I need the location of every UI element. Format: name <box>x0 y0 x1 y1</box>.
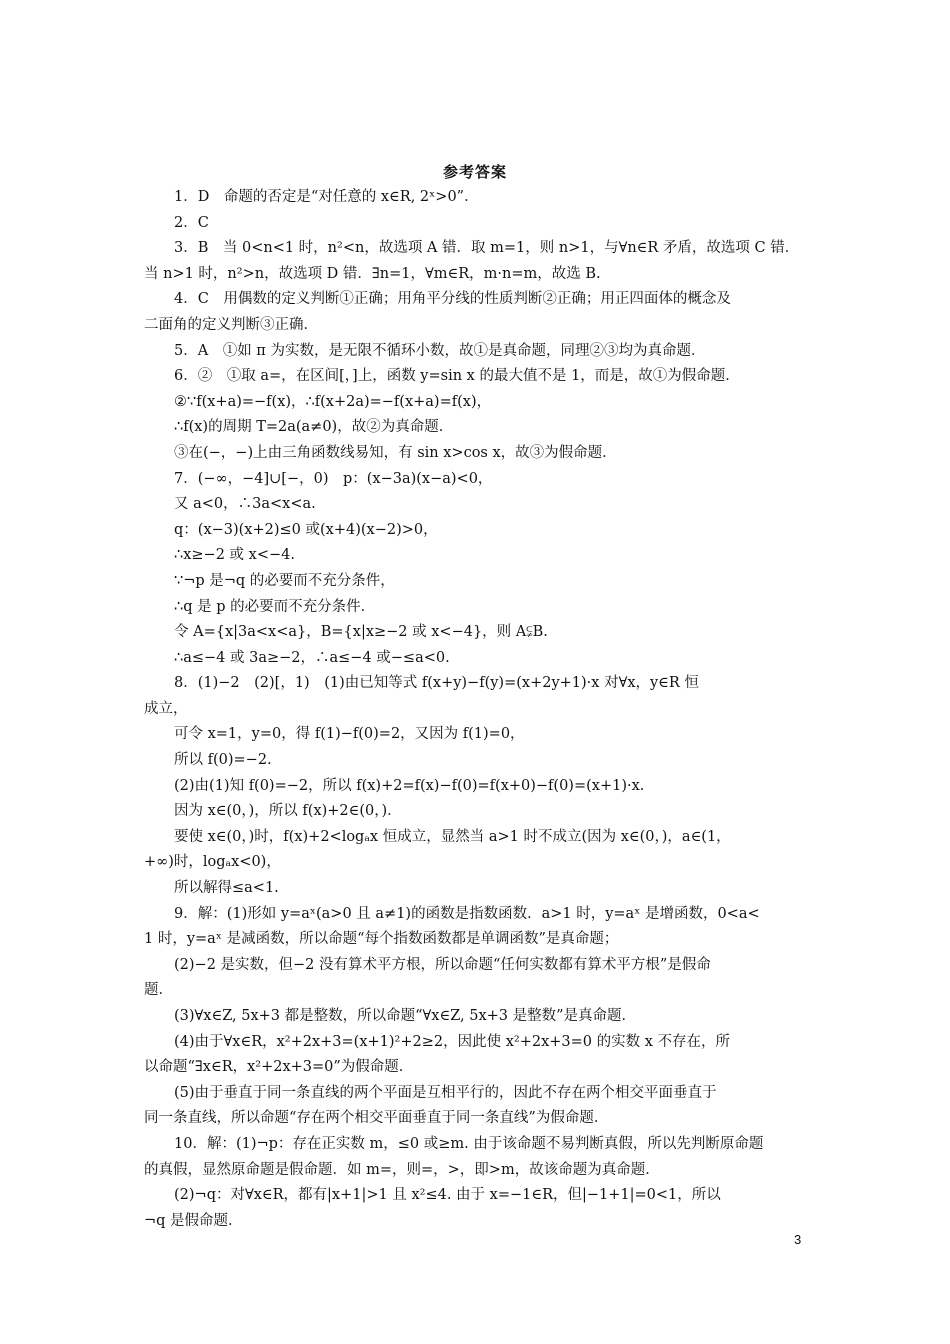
text-line: ②∵f(x+a)=−f(x)，∴f(x+2a)=−f(x+a)=f(x)， <box>174 393 492 410</box>
text-line: 因为 x∈(0，)，所以 f(x)+2∈(0，)． <box>174 803 402 820</box>
text-line: 可令 x=1，y=0，得 f(1)−f(0)=2，又因为 f(1)=0， <box>174 726 525 743</box>
text-line: 要使 x∈(0，)时，f(x)+2<logₐx 恒成立，显然当 a>1 时不成立(因为 x∈(0，)，a∈(1， <box>174 828 731 845</box>
page-title: 参考答案 <box>442 163 507 181</box>
text-line: ∴x≥−2 或 x<−4. <box>174 547 295 564</box>
text-line: 3．B 当 0<n<1 时，n²<n，故选项 A 错．取 m=1，则 n>1，与∀n∈R 矛盾，故选项 C 错． <box>174 240 800 257</box>
text-line: 所以 f(0)=−2. <box>174 752 272 769</box>
text-line: ¬q 是假命题． <box>144 1212 243 1229</box>
text-line: 以命题“∃x∈R，x²+2x+3=0”为假命题． <box>144 1059 414 1076</box>
text-line: 题． <box>144 982 173 999</box>
text-line: 4．C 用偶数的定义判断①正确；用角平分线的性质判断②正确；用正四面体的概念及 <box>174 291 731 308</box>
text-line: 二面角的定义判断③正确． <box>144 316 318 333</box>
text-line: 1．D 命题的否定是“对任意的 x∈R, 2ˣ>0”． <box>174 189 479 205</box>
text-line: 1 时，y=aˣ 是减函数，所以命题“每个指数函数都是单调函数”是真命题； <box>144 931 619 948</box>
answer-body <box>144 185 810 1234</box>
text-line: 6．② ①取 a=，在区间[，]上，函数 y=sin x 的最大值不是 1，而是，故①为假命题． <box>174 368 740 385</box>
text-line: 又 a<0，∴3a<x<a. <box>174 496 316 513</box>
text-line: q：(x−3)(x+2)≤0 或(x+4)(x−2)>0， <box>174 521 438 538</box>
text-line: (5)由于垂直于同一条直线的两个平面是互相平行的，因此不存在两个相交平面垂直于 <box>174 1084 717 1101</box>
text-line: ∴q 是 p 的必要而不充分条件． <box>174 598 376 615</box>
text-line: 7．(−∞，−4]∪[−，0) p：(x−3a)(x−a)<0， <box>174 470 493 487</box>
text-line: 令 A={x|3a<x<a}，B={x|x≥−2 或 x<−4}，则 A⫋B. <box>174 624 548 641</box>
text-line: 5．A ①如 π 为实数，是无限不循环小数，故①是真命题，同理②③均为真命题． <box>174 342 706 359</box>
text-line: 9．解：(1)形如 y=aˣ(a>0 且 a≠1)的函数是指数函数．a>1 时，y=aˣ 是增函数，0<a< <box>174 905 760 922</box>
text-line: ∵¬p 是¬q 的必要而不充分条件， <box>174 572 395 589</box>
text-line: 成立， <box>144 700 188 717</box>
text-line: 10．解：(1)¬p：存在正实数 m，≤0 或≥m. 由于该命题不易判断真假，所以先判断原命题 <box>174 1135 764 1152</box>
text-line: (3)∀x∈Z, 5x+3 都是整数，所以命题“∀x∈Z, 5x+3 是整数”是真命题． <box>174 1008 637 1024</box>
text-line: ∴a≤−4 或 3a≥−2，∴a≤−4 或−≤a<0. <box>174 649 450 666</box>
text-line: 8．(1)−2 (2)[，1) (1)由已知等式 f(x+y)−f(y)=(x+2y+1)·x 对∀x，y∈R 恒 <box>174 675 699 692</box>
page-number: 3 <box>794 1232 802 1247</box>
text-line: (2)由(1)知 f(0)=−2，所以 f(x)+2=f(x)−f(0)=f(x+0)−f(0)=(x+1)·x. <box>174 777 645 794</box>
text-line: ∴f(x)的周期 T=2a(a≠0)，故②为真命题． <box>174 419 454 436</box>
text-line: 同一条直线，所以命题“存在两个相交平面垂直于同一条直线”为假命题． <box>144 1110 609 1127</box>
text-line: ③在(−，−)上由三角函数线易知，有 sin x>cos x，故③为假命题． <box>174 444 617 461</box>
text-line: 的真假，显然原命题是假命题．如 m=，则=，>，即>m，故该命题为真命题． <box>144 1161 660 1178</box>
text-line: (2)−2 是实数，但−2 没有算术平方根，所以命题“任何实数都有算术平方根”是假命 <box>174 956 711 973</box>
text-line: 所以解得≤a<1. <box>174 880 279 897</box>
text-line: 当 n>1 时，n²>n，故选项 D 错．∃n=1，∀m∈R，m·n=m，故选 B. <box>144 265 601 282</box>
text-line: (4)由于∀x∈R，x²+2x+3=(x+1)²+2≥2，因此使 x²+2x+3=0 的实数 x 不存在，所 <box>174 1033 731 1050</box>
text-line: (2)¬q：对∀x∈R，都有|x+1|>1 且 x²≤4. 由于 x=−1∈R，但|−1+1|=0<1，所以 <box>174 1187 721 1204</box>
text-line: +∞)时，logₐx<0)， <box>144 854 281 871</box>
text-line: 2．C <box>174 214 209 231</box>
